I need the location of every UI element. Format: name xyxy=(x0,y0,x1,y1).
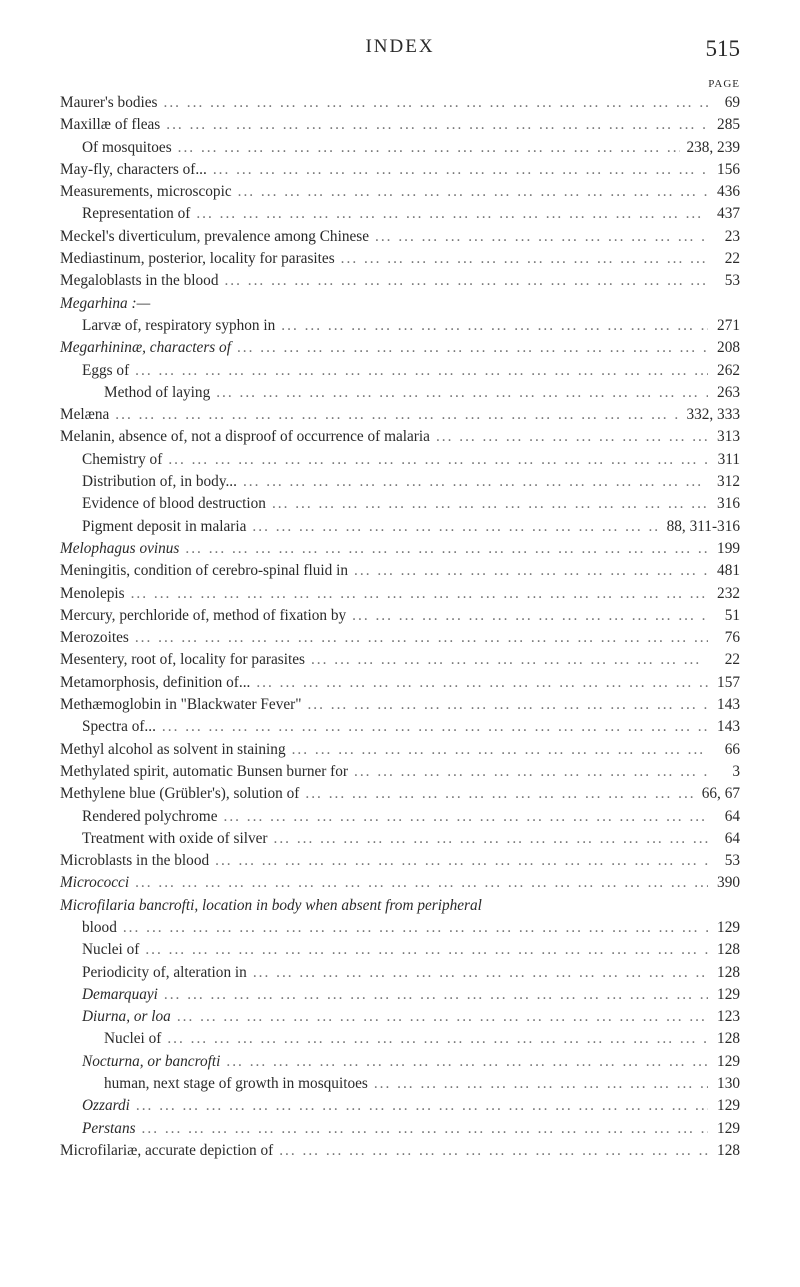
index-entry xyxy=(60,426,740,448)
entry-page: 263 xyxy=(717,383,740,401)
leader-dots xyxy=(352,605,708,627)
entry-label: blood xyxy=(82,918,117,936)
index-entry xyxy=(60,872,740,894)
leader-dots xyxy=(341,248,708,270)
leader-dots xyxy=(237,337,708,359)
entry-label: Merozoites xyxy=(60,629,129,647)
entry-page: 53 xyxy=(724,272,740,290)
index-entry xyxy=(60,806,740,828)
entry-page: 390 xyxy=(717,874,740,892)
leader-dots xyxy=(256,672,708,694)
leader-dots xyxy=(142,1118,708,1140)
entry-label: Maurer's bodies xyxy=(60,94,158,111)
entry-label: Demarquayi xyxy=(82,985,158,1003)
entry-page: 143 xyxy=(717,696,740,714)
entry-label: Micrococci xyxy=(60,874,130,892)
page-header xyxy=(60,36,740,76)
entry-page: 311 xyxy=(717,450,740,468)
entry-label: Melanin, absence of, not a disproof of occurrence of malaria xyxy=(60,428,430,446)
entry-page: 316 xyxy=(717,495,740,513)
entry-page: 271 xyxy=(717,316,740,334)
index-entry xyxy=(60,917,740,939)
index-entry xyxy=(60,337,740,359)
entry-label: Methylated spirit, automatic Bunsen burner for xyxy=(60,762,349,780)
entry-page: 51 xyxy=(724,606,740,624)
entry-label: Perstans xyxy=(82,1119,136,1137)
index-entry xyxy=(60,895,740,917)
leader-dots xyxy=(162,716,708,738)
entry-page: 66, 67 xyxy=(701,785,740,803)
leader-dots xyxy=(307,694,708,716)
entry-label: Pigment deposit in malaria xyxy=(82,517,247,535)
index-entry xyxy=(60,672,740,694)
leader-dots xyxy=(375,226,708,248)
leader-dots xyxy=(123,917,708,939)
entry-page: 437 xyxy=(717,205,740,223)
leader-dots xyxy=(281,315,708,337)
entry-label: Meckel's diverticulum, prevalence among Chinese xyxy=(60,227,370,245)
leader-dots xyxy=(311,649,708,671)
index-entry xyxy=(60,92,740,114)
index-entry xyxy=(60,560,740,582)
index-entry xyxy=(60,850,740,872)
entry-page: 262 xyxy=(717,361,740,379)
index-entry xyxy=(60,761,740,783)
index-entry xyxy=(60,716,740,738)
index-entry xyxy=(60,962,740,984)
entry-page: 128 xyxy=(717,941,740,959)
index-entries xyxy=(60,92,740,1162)
index-entry xyxy=(60,1073,740,1095)
index-entry xyxy=(60,137,740,159)
index-entry xyxy=(60,404,740,426)
entry-label: Treatment with oxide of silver xyxy=(82,829,268,847)
entry-page: 130 xyxy=(717,1075,740,1093)
index-entry xyxy=(60,1051,740,1073)
entry-page: 481 xyxy=(717,562,740,580)
leader-dots xyxy=(243,471,708,493)
index-entry xyxy=(60,1095,740,1117)
entry-page: 53 xyxy=(724,852,740,870)
index-entry xyxy=(60,627,740,649)
entry-label: Nocturna, or bancrofti xyxy=(82,1052,221,1070)
entry-label: Spectra of... xyxy=(82,718,156,736)
index-entry xyxy=(60,1118,740,1140)
entry-label: Megarhina :— xyxy=(60,294,151,312)
entry-page: 129 xyxy=(717,918,740,936)
leader-dots xyxy=(135,360,708,382)
leader-dots xyxy=(354,761,708,783)
entry-page: 123 xyxy=(717,1008,740,1026)
entry-page: 129 xyxy=(717,1052,740,1070)
leader-dots xyxy=(196,203,708,225)
entry-page: 128 xyxy=(717,1141,740,1159)
entry-label: Menolepis xyxy=(60,584,125,602)
leader-dots xyxy=(135,872,708,894)
index-entry xyxy=(60,471,740,493)
leader-dots xyxy=(164,984,708,1006)
entry-page: 128 xyxy=(717,1030,740,1048)
entry-label: Megarhininæ, characters of xyxy=(60,339,231,357)
entry-label: Representation of xyxy=(82,205,191,223)
entry-page: 157 xyxy=(717,673,740,691)
index-entry xyxy=(60,1028,740,1050)
index-entry xyxy=(60,181,740,203)
leader-dots xyxy=(215,850,708,872)
entry-label: Microblasts in the blood xyxy=(60,852,210,870)
leader-dots xyxy=(166,114,708,136)
entry-label: Method of laying xyxy=(104,383,211,401)
index-entry xyxy=(60,783,740,805)
entry-page: 64 xyxy=(724,829,740,847)
entry-label: Periodicity of, alteration in xyxy=(82,963,247,981)
leader-dots xyxy=(436,426,708,448)
index-entry xyxy=(60,828,740,850)
entry-page: 23 xyxy=(724,227,740,245)
leader-dots xyxy=(238,181,708,203)
index-entry xyxy=(60,538,740,560)
entry-label: Of mosquitoes xyxy=(82,138,172,156)
index-entry xyxy=(60,984,740,1006)
leader-dots xyxy=(131,583,708,605)
leader-dots xyxy=(145,939,708,961)
entry-page: 129 xyxy=(717,985,740,1003)
leader-dots xyxy=(274,828,708,850)
leader-dots xyxy=(213,159,708,181)
page-number: 515 xyxy=(705,36,740,61)
entry-page: 199 xyxy=(717,539,740,557)
index-entry xyxy=(60,315,740,337)
entry-page: 66 xyxy=(724,740,740,758)
entry-label: Eggs of xyxy=(82,361,130,379)
entry-label: Meningitis, condition of cerebro-spinal fluid in xyxy=(60,562,349,580)
entry-label: Melæna xyxy=(60,406,110,424)
leader-dots xyxy=(305,783,695,805)
index-entry xyxy=(60,583,740,605)
entry-page: 238, 239 xyxy=(686,138,740,156)
entry-label: Mediastinum, posterior, locality for parasites xyxy=(60,250,335,268)
index-heading xyxy=(60,293,740,315)
entry-page: 312 xyxy=(717,473,740,491)
entry-page: 129 xyxy=(717,1097,740,1115)
leader-dots xyxy=(279,1140,708,1162)
leader-dots xyxy=(252,516,660,538)
entry-page: 69 xyxy=(724,94,740,111)
index-entry xyxy=(60,493,740,515)
index-entry xyxy=(60,248,740,270)
entry-label: Mesentery, root of, locality for parasites xyxy=(60,651,305,669)
entry-label: Measurements, microscopic xyxy=(60,183,232,201)
index-entry xyxy=(60,939,740,961)
leader-dots xyxy=(177,1006,708,1028)
leader-dots xyxy=(224,270,708,292)
leader-dots xyxy=(115,404,680,426)
leader-dots xyxy=(292,739,708,761)
index-entry xyxy=(60,694,740,716)
leader-dots xyxy=(136,1095,708,1117)
index-entry xyxy=(60,649,740,671)
leader-dots xyxy=(178,137,681,159)
entry-page: 143 xyxy=(717,718,740,736)
entry-label: Nuclei of xyxy=(104,1030,162,1048)
entry-label: Maxillæ of fleas xyxy=(60,116,161,134)
index-entry xyxy=(60,739,740,761)
entry-label: Evidence of blood destruction xyxy=(82,495,266,513)
entry-label: Megaloblasts in the blood xyxy=(60,272,219,290)
leader-dots xyxy=(354,560,708,582)
entry-label: Methyl alcohol as solvent in staining xyxy=(60,740,286,758)
index-entry xyxy=(60,226,740,248)
entry-page: 3 xyxy=(732,762,740,780)
leader-dots xyxy=(164,92,709,114)
entry-label: Ozzardi xyxy=(82,1097,130,1115)
entry-label: Methæmoglobin in "Blackwater Fever" xyxy=(60,696,302,714)
entry-page: 208 xyxy=(717,339,740,357)
leader-dots xyxy=(216,382,708,404)
entry-page: 22 xyxy=(724,651,740,669)
entry-page: 88, 311-316 xyxy=(666,517,740,535)
index-entry xyxy=(60,1006,740,1028)
leader-dots xyxy=(226,1051,708,1073)
leader-dots xyxy=(253,962,708,984)
index-entry xyxy=(60,382,740,404)
entry-page: 332, 333 xyxy=(686,406,740,424)
entry-label: May-fly, characters of... xyxy=(60,160,207,178)
entry-page: 22 xyxy=(724,250,740,268)
entry-label: Melophagus ovinus xyxy=(60,539,180,557)
index-entry xyxy=(60,360,740,382)
index-entry xyxy=(60,270,740,292)
entry-label: Methylene blue (Grübler's), solution of xyxy=(60,785,300,803)
leader-dots xyxy=(135,627,708,649)
entry-label: Mercury, perchloride of, method of fixation by xyxy=(60,606,347,624)
entry-label: Chemistry of xyxy=(82,450,163,468)
entry-page: 129 xyxy=(717,1119,740,1137)
entry-page: 436 xyxy=(717,183,740,201)
entry-page: 76 xyxy=(724,629,740,647)
index-entry xyxy=(60,114,740,136)
leader-dots xyxy=(374,1073,708,1095)
leader-dots xyxy=(185,538,708,560)
entry-label: Distribution of, in body... xyxy=(82,473,237,491)
index-title: INDEX xyxy=(365,36,435,57)
index-entry xyxy=(60,449,740,471)
leader-dots xyxy=(272,493,708,515)
entry-page: 232 xyxy=(717,584,740,602)
index-entry xyxy=(60,516,740,538)
entry-label: Larvæ of, respiratory syphon in xyxy=(82,316,276,334)
entry-label: Diurna, or loa xyxy=(82,1008,171,1026)
entry-label: Nuclei of xyxy=(82,941,140,959)
entry-label: Metamorphosis, definition of... xyxy=(60,673,251,691)
page-column-label: PAGE xyxy=(708,78,740,90)
entry-label: human, next stage of growth in mosquitoes xyxy=(104,1075,368,1093)
entry-page: 156 xyxy=(717,160,740,178)
index-entry xyxy=(60,159,740,181)
entry-label: Rendered polychrome xyxy=(82,807,218,825)
entry-page: 285 xyxy=(717,116,740,134)
entry-label: Microfilariæ, accurate depiction of xyxy=(60,1141,274,1159)
entry-page: 64 xyxy=(724,807,740,825)
entry-page: 128 xyxy=(717,963,740,981)
leader-dots xyxy=(224,806,709,828)
leader-dots xyxy=(167,1028,708,1050)
entry-label: Microfilaria bancrofti, location in body when absent from peripheral xyxy=(60,896,482,914)
index-entry xyxy=(60,203,740,225)
index-entry xyxy=(60,605,740,627)
leader-dots xyxy=(168,449,708,471)
index-entry xyxy=(60,1140,740,1162)
entry-page: 313 xyxy=(717,428,740,446)
